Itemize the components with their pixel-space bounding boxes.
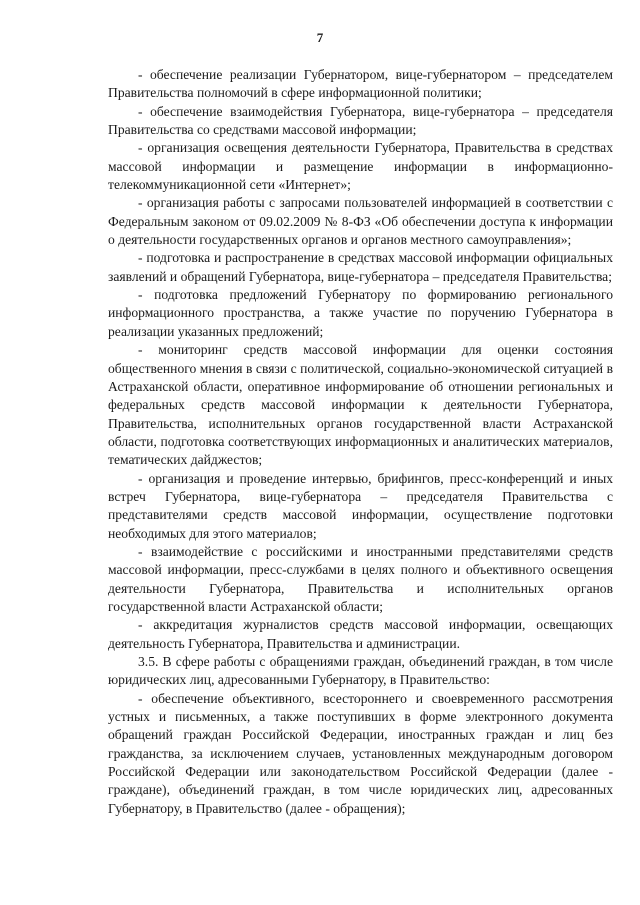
paragraph-media-coverage: - организация освещения деятельности Губернатора, Правительства в средствах массовой информации и размещение информации в информационно-телекоммуникационной сети «Интернет»;: [108, 140, 613, 193]
paragraph-interviews-briefings: - организация и проведение интервью, брифингов, пресс-конференций и иных встреч Губернатора, вице-губернатора – председателя Правительства с представителями средств массовой информации, осуществление подготовки необходимых для этого материалов;: [108, 470, 613, 541]
page-number: 7: [316, 30, 324, 45]
paragraph-regional-information-space: - подготовка предложений Губернатору по формированию регионального информационного пространства, а также участие по поручению Губернатора в реализации указанных предложений;: [108, 287, 613, 339]
paragraph-citizen-appeals: - обеспечение объективного, всестороннего и своевременного рассмотрения устных и письменных, а также поступивших в форме электронного документа обращений граждан Российской Федерации, иностранных граждан и лиц без гражданства, за исключением случаев, установленных международным договором Российской Федерации или законодательством Российской Федерации (далее - граждане), объединений граждан, в том числе юридических лиц, адресованных Губернатору, в Правительство (далее - обращения);: [108, 690, 613, 816]
paragraph-official-statements: - подготовка и распространение в средствах массовой информации официальных заявлений и обращений Губернатора, вице-губернатора – председателя Правительства;: [108, 250, 613, 284]
paragraph-media-interaction: - обеспечение взаимодействия Губернатора, вице-губернатора – председателя Правительства со средствами массовой информации;: [108, 103, 613, 138]
section-3-5-heading: 3.5. В сфере работы с обращениями граждан, объединений граждан, в том числе юридических лиц, адресованными Губернатору, в Правительство:: [108, 654, 613, 688]
paragraph-media-representatives: - взаимодействие с российскими и иностранными представителями средств массовой информации, пресс-службами в целях полного и объективного освещения деятельности Губернатора, Правительства и исполнительных органов государственной власти Астраханской области;: [108, 543, 613, 614]
paragraph-information-policy: - обеспечение реализации Губернатором, вице-губернатором – председателем Правительства полномочий в сфере информационной политики;: [108, 67, 613, 101]
document-body: [108, 66, 613, 818]
paragraph-media-monitoring: - мониторинг средств массовой информации для оценки состояния общественного мнения в связи с политической, социально-экономической ситуацией в Астраханской области, оперативное информирование об отношении региональных и федеральных средств массовой информации к деятельности Губернатора, Правительства, исполнительных органов государственной власти Астраханской области, подготовка соответствующих информационных и аналитических материалов, тематических дайджестов;: [108, 342, 613, 468]
paragraph-information-requests: - организация работы с запросами пользователей информацией в соответствии с Федеральным законом от 09.02.2009 № 8-ФЗ «Об обеспечении доступа к информации о деятельности государственных органов и органов местного самоуправления»;: [108, 195, 613, 248]
paragraph-journalist-accreditation: - аккредитация журналистов средств массовой информации, освещающих деятельность Губернатора, Правительства и администрации.: [108, 617, 613, 651]
